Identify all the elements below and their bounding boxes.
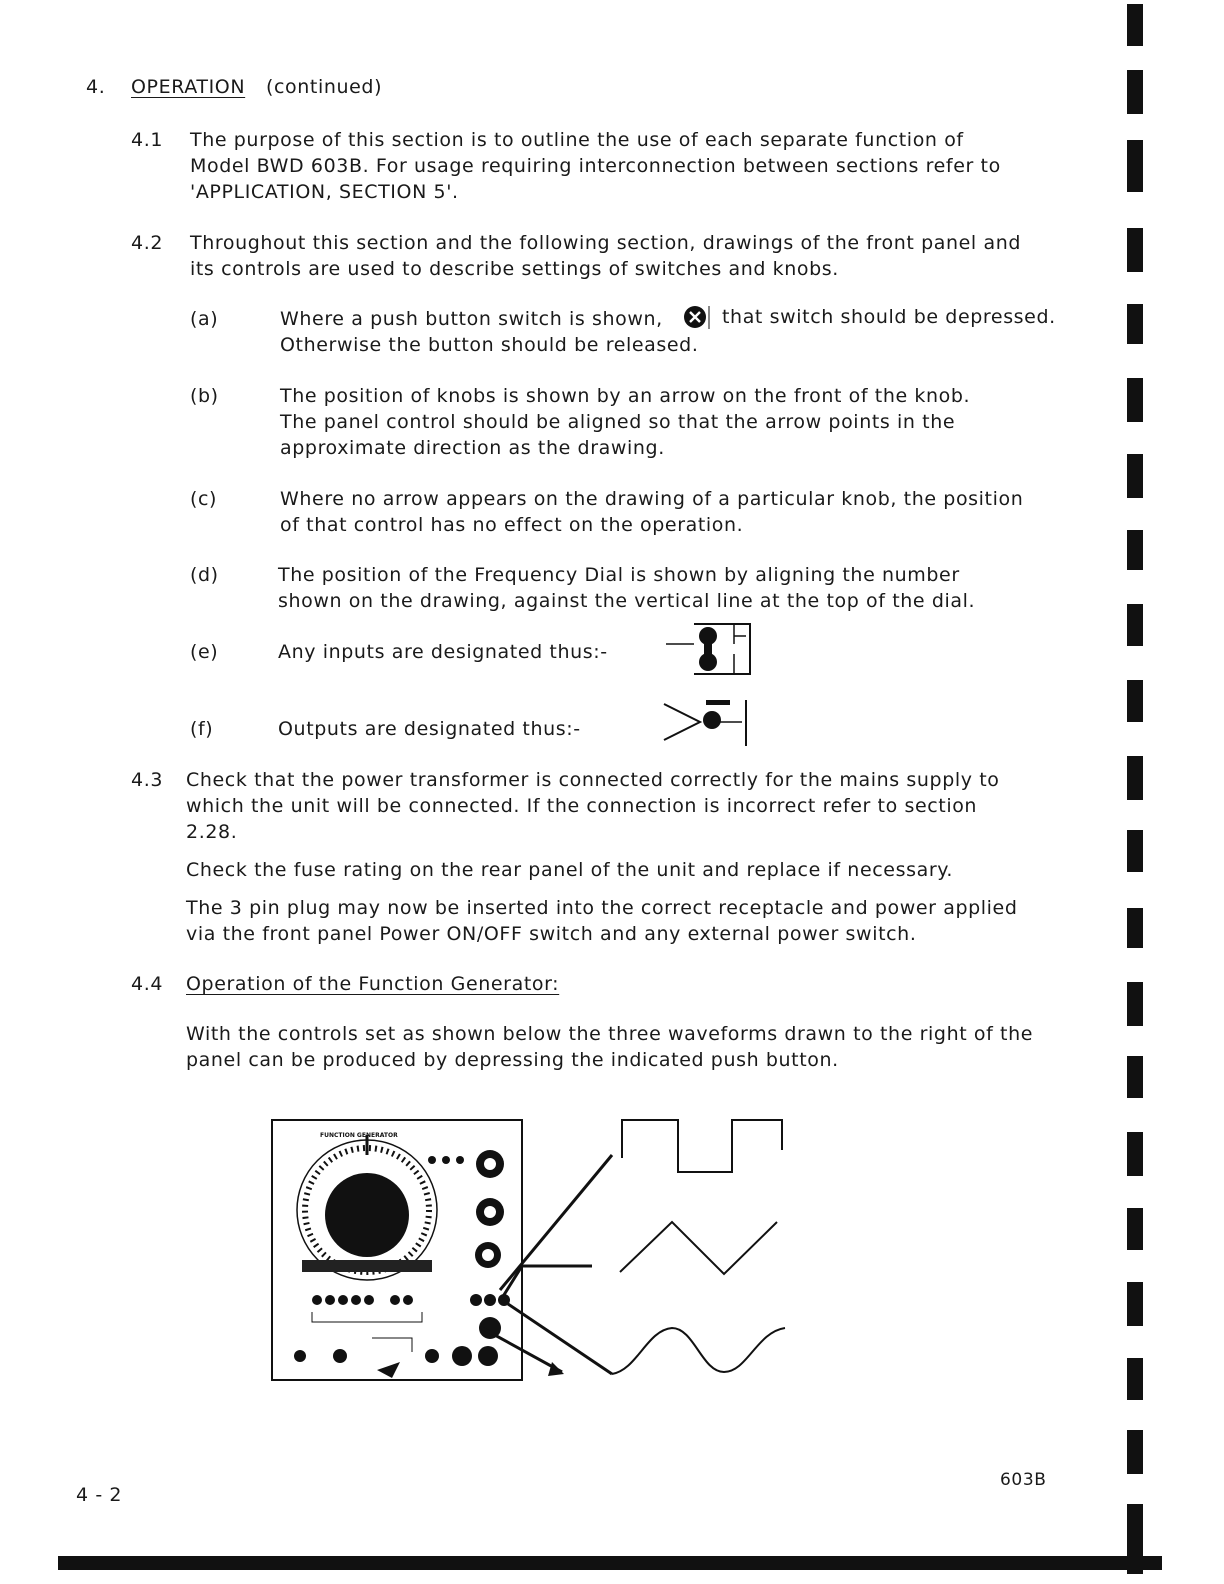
triangle-wave [620, 1222, 777, 1274]
para-line: 2.28. [186, 821, 238, 843]
change-bar [1127, 604, 1143, 646]
change-bar [1127, 982, 1143, 1026]
sine-wave [612, 1328, 785, 1374]
para-line: Check that the power transformer is connected correctly for the mains supply to [186, 769, 1000, 791]
section-title: OPERATION [131, 76, 246, 98]
para-number: 4.1 [131, 129, 164, 151]
change-bar [1127, 70, 1143, 114]
panel-title: FUNCTION GENERATOR [320, 1132, 398, 1139]
change-bar [1127, 830, 1143, 872]
input-symbol-icon [664, 614, 756, 680]
bottom-band [58, 1556, 1162, 1570]
para-line: The purpose of this section is to outline the use of each separate function of [190, 129, 964, 151]
change-bar [1127, 908, 1143, 948]
item-line: The position of the Frequency Dial is shown by aligning the number [278, 564, 960, 586]
page-number: 4 - 2 [76, 1484, 123, 1506]
item-label: (e) [190, 641, 219, 663]
para-line: Check the fuse rating on the rear panel of the unit and replace if necessary. [186, 859, 954, 881]
change-bar [1127, 304, 1143, 344]
item-line: Otherwise the button should be released. [280, 334, 699, 356]
item-label: (d) [190, 564, 219, 586]
change-bar [1127, 680, 1143, 722]
section-number: 4. [86, 76, 106, 98]
para-line: The 3 pin plug may now be inserted into the correct receptacle and power applied [186, 897, 1018, 919]
change-bar [1127, 1282, 1143, 1326]
model-number: 603B [1000, 1470, 1047, 1490]
change-bar [1127, 1056, 1143, 1098]
change-bar [1127, 1132, 1143, 1176]
para-line: its controls are used to describe settings of switches and knobs. [190, 258, 839, 280]
change-bar [1127, 4, 1143, 46]
item-label: (b) [190, 385, 219, 407]
subsection-title: Operation of the Function Generator: [186, 973, 560, 995]
item-line: The panel control should be aligned so that the arrow points in the [280, 411, 956, 433]
para-line: Throughout this section and the following section, drawings of the front panel and [190, 232, 1022, 254]
item-line: Outputs are designated thus:- [278, 718, 581, 740]
output-symbol-icon [662, 694, 754, 750]
item-line: Where a push button switch is shown, [280, 308, 663, 330]
change-bar [1127, 1208, 1143, 1250]
change-bar [1127, 1358, 1143, 1400]
item-line: that switch should be depressed. [722, 306, 1056, 328]
square-wave [622, 1120, 782, 1172]
item-line: Any inputs are designated thus:- [278, 641, 608, 663]
item-line: of that control has no effect on the operation. [280, 514, 744, 536]
change-bar [1127, 756, 1143, 800]
para-line: which the unit will be connected. If the connection is incorrect refer to section [186, 795, 978, 817]
function-generator-figure [262, 1110, 802, 1390]
para-line: Model BWD 603B. For usage requiring interconnection between sections refer to [190, 155, 1001, 177]
change-bar [1127, 454, 1143, 498]
para-line: panel can be produced by depressing the indicated push button. [186, 1049, 839, 1071]
item-label: (f) [190, 718, 214, 740]
item-line: shown on the drawing, against the vertical line at the top of the dial. [278, 590, 976, 612]
para-line: 'APPLICATION, SECTION 5'. [190, 181, 459, 203]
item-label: (a) [190, 308, 219, 330]
para-number: 4.2 [131, 232, 164, 254]
item-label: (c) [190, 488, 218, 510]
item-line: approximate direction as the drawing. [280, 437, 665, 459]
section-title-suffix: (continued) [266, 76, 383, 98]
change-bar [1127, 140, 1143, 192]
x-in-circle-icon [682, 303, 712, 331]
change-bar [1127, 1430, 1143, 1474]
item-line: Where no arrow appears on the drawing of a particular knob, the position [280, 488, 1024, 510]
para-number: 4.3 [131, 769, 164, 791]
para-line: With the controls set as shown below the three waveforms drawn to the right of the [186, 1023, 1034, 1045]
para-line: via the front panel Power ON/OFF switch and any external power switch. [186, 923, 917, 945]
para-number: 4.4 [131, 973, 164, 995]
change-bar [1127, 530, 1143, 570]
item-line: The position of knobs is shown by an arrow on the front of the knob. [280, 385, 971, 407]
change-bar [1127, 228, 1143, 272]
dial-knob [325, 1173, 409, 1257]
change-bar [1127, 378, 1143, 422]
